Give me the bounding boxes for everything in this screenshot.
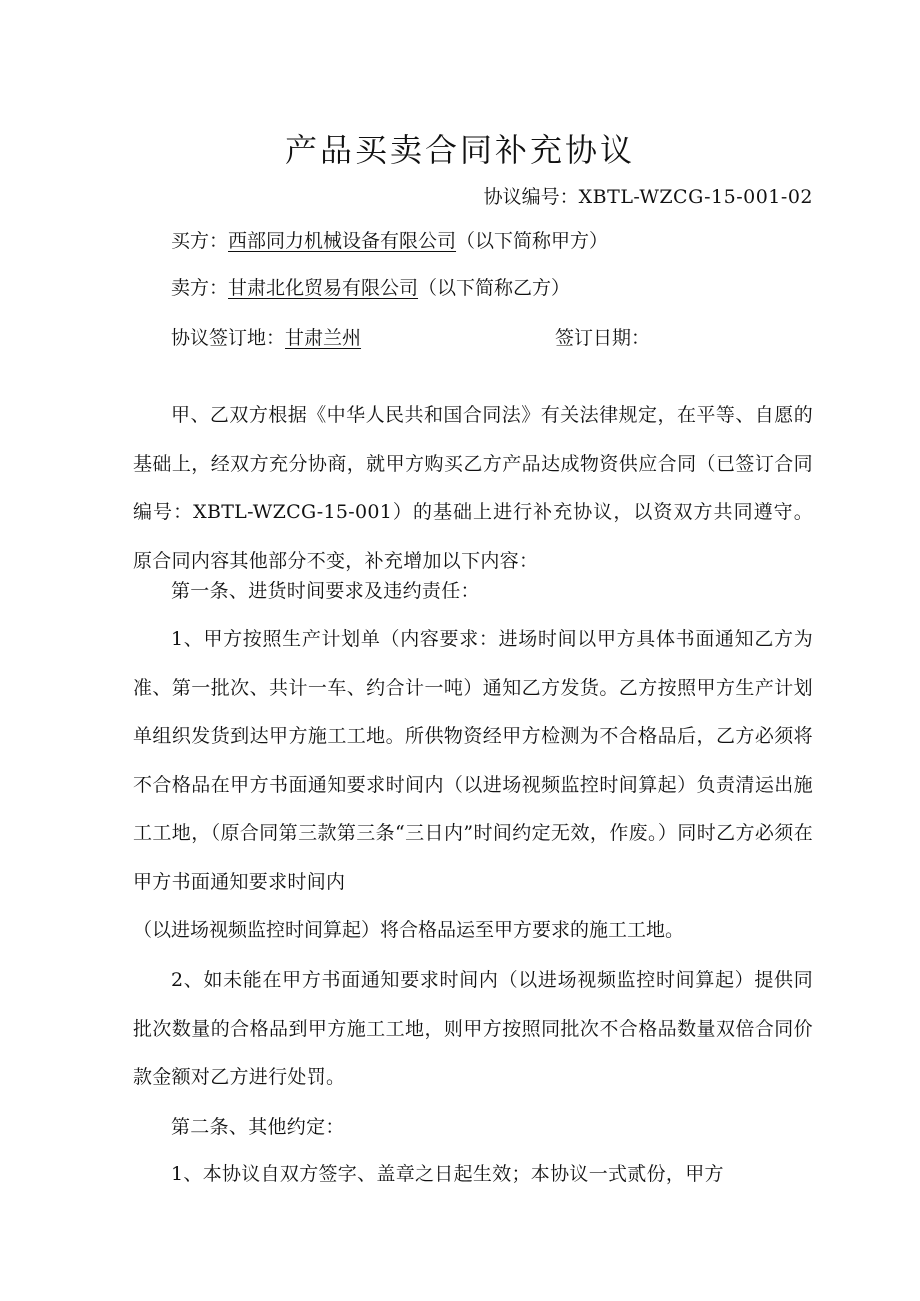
seller-line	[171, 273, 570, 303]
buyer-line	[171, 226, 608, 256]
article1-item1: 1、甲方按照生产计划单（内容要求：进场时间以甲方具体书面通知乙方为准、第一批次、共计一车、约合计一吨）通知乙方发货。乙方按照甲方生产计划单组织发货到达甲方施工工地。所供物资经甲方检测为不合格品后，乙方必须将不合格品在甲方书面通知要求时间内（以进场视频监控时间算起）负责清运出施工工地，（原合同第三款第三条“三日内”时间约定无效，作废。）同时乙方必须在甲方书面通知要求时间内	[133, 628, 813, 893]
intro-paragraph: 甲、乙双方根据《中华人民共和国合同法》有关法律规定，在平等、自愿的基础上，经双方充分协商，就甲方购买乙方产品达成物资供应合同（已签订合同编号：XBTL-WZCG-15-001）的基础上进行补充协议，以资双方共同遵守。原合同内容其他部分不变，补充增加以下内容：	[133, 404, 813, 572]
signing-place	[171, 323, 361, 353]
seller-label: 卖方：	[171, 277, 229, 299]
signing-place-label: 协议签订地：	[171, 327, 286, 349]
buyer-suffix: （以下简称甲方）	[456, 230, 609, 252]
signing-place-value: 甘肃兰州	[285, 327, 362, 349]
document-title: 产品买卖合同补充协议	[284, 131, 635, 169]
article1-heading: 第一条、进货时间要求及违约责任：	[171, 580, 480, 602]
buyer-name: 西部同力机械设备有限公司	[228, 230, 457, 252]
article1-item1-continuation: （以进场视频监控时间算起）将合格品运至甲方要求的施工工地。	[133, 919, 685, 941]
agreement-number-value: XBTL-WZCG-15-001-02	[578, 186, 813, 208]
buyer-label: 买方：	[171, 230, 229, 252]
seller-name: 甘肃北化贸易有限公司	[228, 277, 419, 299]
signing-date-label: 签订日期：	[555, 327, 651, 349]
article2-heading: 第二条、其他约定：	[171, 1116, 345, 1138]
article1-item2: 2、如未能在甲方书面通知要求时间内（以进场视频监控时间算起）提供同批次数量的合格品到甲方施工工地，则甲方按照同批次不合格品数量双倍合同价款金额对乙方进行处罚。	[133, 969, 813, 1088]
agreement-number	[484, 182, 813, 212]
seller-suffix: （以下简称乙方）	[418, 277, 571, 299]
agreement-number-label: 协议编号：	[483, 186, 579, 208]
article2-item1: 1、本协议自双方签字、盖章之日起生效；本协议一式贰份，甲方	[171, 1163, 724, 1185]
